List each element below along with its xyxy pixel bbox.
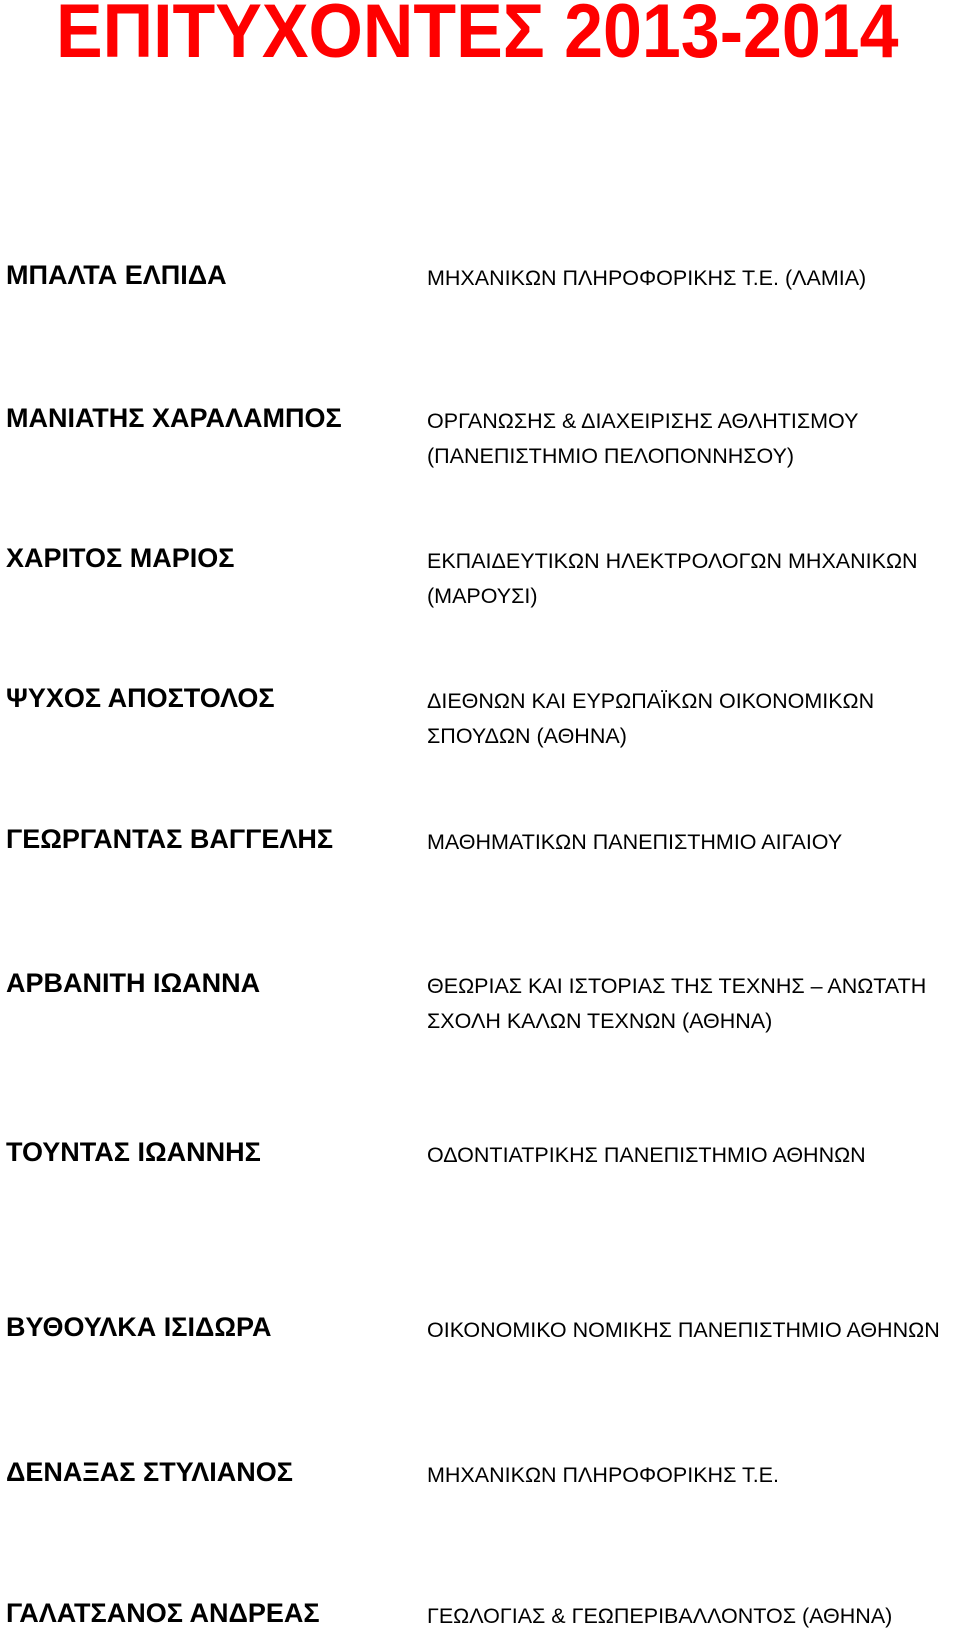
department bbox=[427, 1138, 960, 1173]
department-line: ΓΕΩΛΟΓΙΑΣ & ΓΕΩΠΕΡΙΒΑΛΛΟΝΤΟΣ (ΑΘΗΝΑ) bbox=[427, 1604, 893, 1628]
student-name: ΑΡΒΑΝΙΤΗ ΙΩΑΝΝΑ bbox=[6, 968, 261, 998]
department-line: ΣΠΟΥΔΩΝ (ΑΘΗΝΑ) bbox=[427, 724, 627, 748]
department bbox=[427, 261, 960, 296]
department-line: ΣΧΟΛΗ ΚΑΛΩΝ ΤΕΧΝΩΝ (ΑΘΗΝΑ) bbox=[427, 1009, 773, 1033]
department-line: ΟΔΟΝΤΙΑΤΡΙΚΗΣ ΠΑΝΕΠΙΣΤΗΜΙΟ ΑΘΗΝΩΝ bbox=[427, 1143, 866, 1167]
department bbox=[427, 684, 960, 754]
student-name: ΨΥΧΟΣ ΑΠΟΣΤΟΛΟΣ bbox=[6, 683, 275, 713]
department bbox=[427, 825, 960, 860]
department bbox=[427, 969, 960, 1039]
department bbox=[427, 1458, 960, 1493]
department-line: ΜΗΧΑΝΙΚΩΝ ΠΛΗΡΟΦΟΡΙΚΗΣ Τ.Ε. bbox=[427, 1463, 779, 1487]
student-name: ΔΕΝΑΞΑΣ ΣΤΥΛΙΑΝΟΣ bbox=[6, 1457, 293, 1487]
student-name: ΓΑΛΑΤΣΑΝΟΣ ΑΝΔΡΕΑΣ bbox=[6, 1598, 320, 1628]
department-line: ΘΕΩΡΙΑΣ ΚΑΙ ΙΣΤΟΡΙΑΣ ΤΗΣ ΤΕΧΝΗΣ – ΑΝΩΤΑΤΗ bbox=[427, 974, 927, 998]
department-line: ΔΙΕΘΝΩΝ ΚΑΙ ΕΥΡΩΠΑΪΚΩΝ ΟΙΚΟΝΟΜΙΚΩΝ bbox=[427, 689, 875, 713]
department-line: ΕΚΠΑΙΔΕΥΤΙΚΩΝ ΗΛΕΚΤΡΟΛΟΓΩΝ ΜΗΧΑΝΙΚΩΝ bbox=[427, 549, 918, 573]
department bbox=[427, 404, 960, 474]
student-name: ΜΑΝΙΑΤΗΣ ΧΑΡΑΛΑΜΠΟΣ bbox=[6, 403, 342, 433]
department bbox=[427, 544, 960, 614]
department-line: ΟΙΚΟΝΟΜΙΚΟ ΝΟΜΙΚΗΣ ΠΑΝΕΠΙΣΤΗΜΙΟ ΑΘΗΝΩΝ bbox=[427, 1318, 940, 1342]
department-line: ΟΡΓΑΝΩΣΗΣ & ΔΙΑΧΕΙΡΙΣΗΣ ΑΘΛΗΤΙΣΜΟΥ bbox=[427, 409, 859, 433]
department bbox=[427, 1313, 960, 1348]
student-name: ΧΑΡΙΤΟΣ ΜΑΡΙΟΣ bbox=[6, 543, 235, 573]
document-title: ΕΠΙΤΥΧΟΝΤΕΣ 2013-2014 bbox=[56, 0, 899, 74]
student-name: ΜΠΑΛΤΑ ΕΛΠΙΔΑ bbox=[6, 260, 227, 290]
department-line: ΜΑΘΗΜΑΤΙΚΩΝ ΠΑΝΕΠΙΣΤΗΜΙΟ ΑΙΓΑΙΟΥ bbox=[427, 830, 843, 854]
student-name: ΤΟΥΝΤΑΣ ΙΩΑΝΝΗΣ bbox=[6, 1137, 261, 1167]
department bbox=[427, 1599, 960, 1634]
student-name: ΓΕΩΡΓΑΝΤΑΣ ΒΑΓΓΕΛΗΣ bbox=[6, 824, 334, 854]
department-line: ΜΗΧΑΝΙΚΩΝ ΠΛΗΡΟΦΟΡΙΚΗΣ Τ.Ε. (ΛΑΜΙΑ) bbox=[427, 266, 867, 290]
department-line: (ΜΑΡΟΥΣΙ) bbox=[427, 584, 538, 608]
student-name: ΒΥΘΟΥΛΚΑ ΙΣΙΔΩΡΑ bbox=[6, 1312, 272, 1342]
department-line: (ΠΑΝΕΠΙΣΤΗΜΙΟ ΠΕΛΟΠΟΝΝΗΣΟΥ) bbox=[427, 444, 795, 468]
